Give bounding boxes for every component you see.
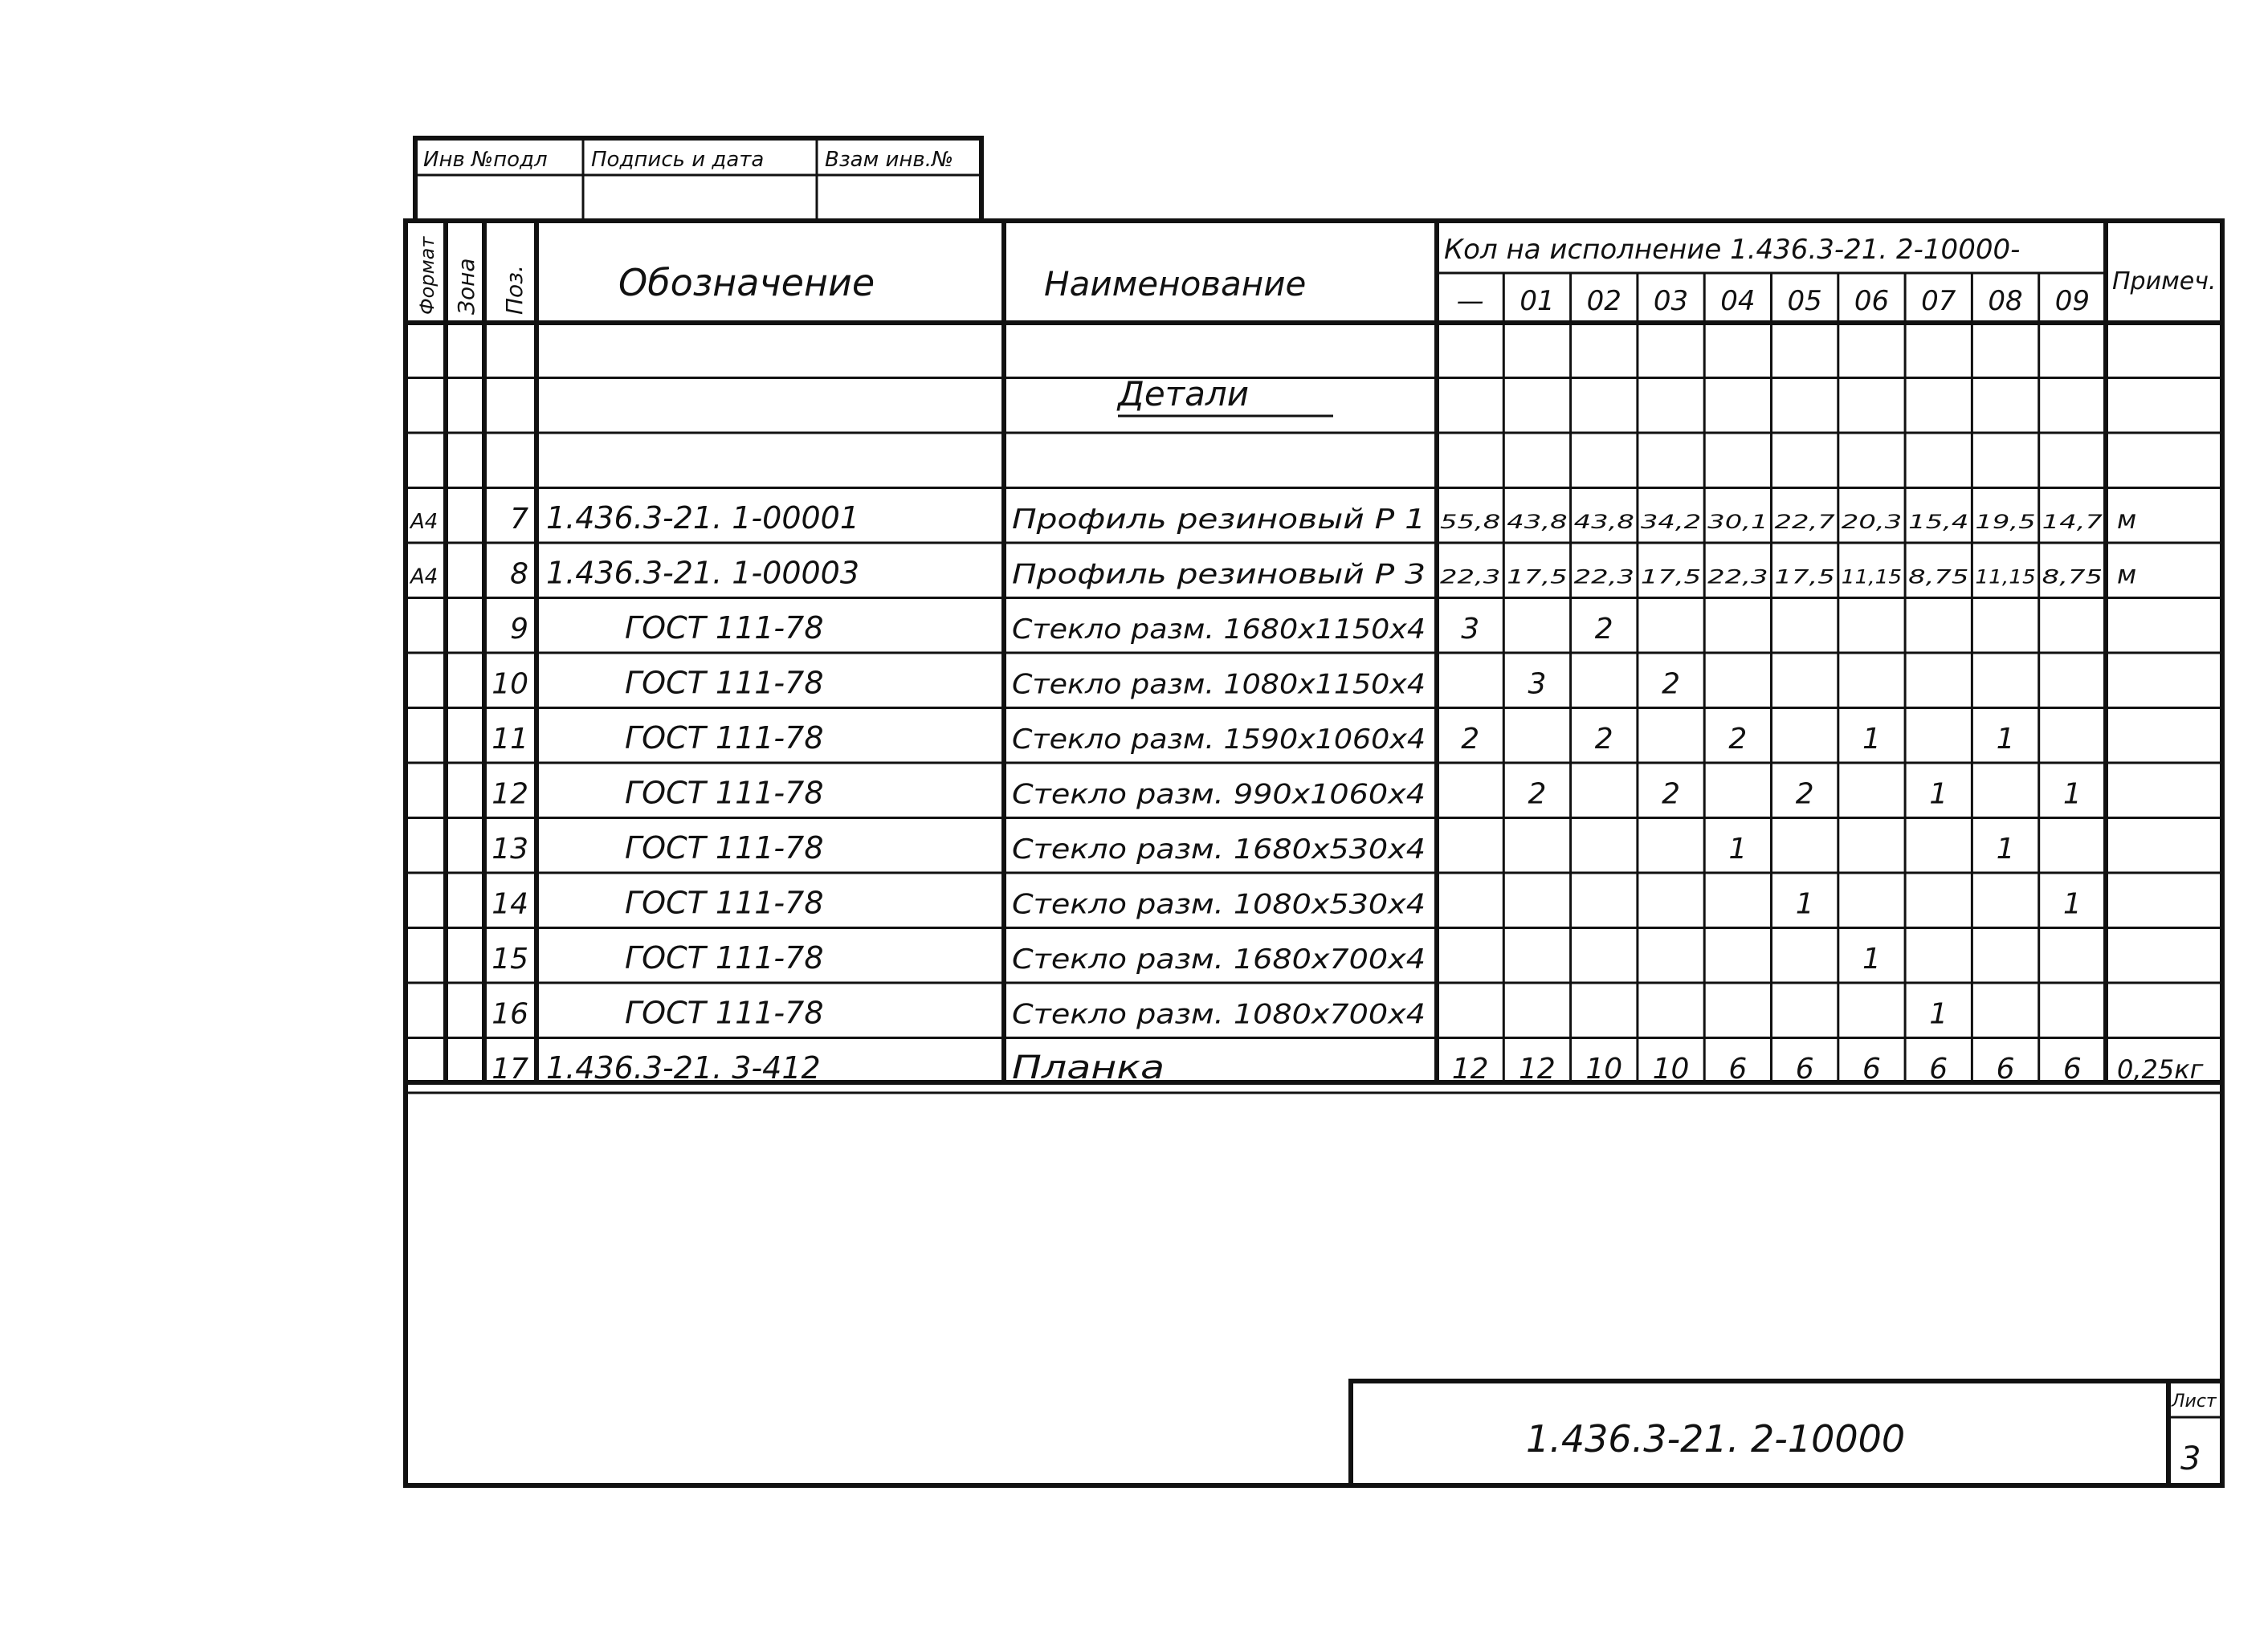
document-number: 1.436.3-21. 2-10000 bbox=[1526, 1417, 1906, 1461]
row-qty-09: 14,7 bbox=[2042, 511, 2104, 533]
row-qty-03: 2 bbox=[1662, 667, 1681, 701]
row-qty-09: 1 bbox=[2062, 777, 2082, 811]
variant-header-3: 03 bbox=[1653, 285, 1689, 317]
header-zone: Зона bbox=[453, 258, 479, 315]
row-qty-08: 1 bbox=[1996, 833, 2015, 866]
row-qty-04: 22,3 bbox=[1707, 565, 1768, 589]
row-pos: 16 bbox=[492, 997, 528, 1031]
row-designation: 1.436.3-21. 1-00003 bbox=[546, 555, 860, 591]
row-designation: ГОСТ 111-78 bbox=[625, 940, 824, 976]
row-qty-—: 22,3 bbox=[1440, 565, 1501, 589]
row-qty-02: 22,3 bbox=[1573, 565, 1634, 589]
row-name: Стекло разм. 1080х700х4 bbox=[1012, 998, 1426, 1031]
row-pos: 8 bbox=[510, 557, 528, 591]
table-row bbox=[409, 500, 2136, 536]
row-qty-09: 6 bbox=[2062, 1053, 2082, 1086]
row-qty-06: 20,3 bbox=[1841, 511, 1903, 533]
row-qty-04: 30,1 bbox=[1707, 511, 1768, 533]
sheet-label: Лист bbox=[2172, 1391, 2217, 1412]
row-qty-07: 8,75 bbox=[1908, 565, 1969, 589]
row-designation: ГОСТ 111-78 bbox=[625, 830, 824, 866]
table-row bbox=[492, 776, 2082, 811]
row-designation: ГОСТ 111-78 bbox=[625, 720, 824, 756]
variant-header-7: 07 bbox=[1921, 285, 1956, 317]
row-pos: 13 bbox=[492, 833, 528, 866]
row-qty-07: 1 bbox=[1929, 997, 1948, 1031]
row-qty-06: 6 bbox=[1862, 1053, 1881, 1086]
row-pos: 17 bbox=[492, 1053, 528, 1086]
sheet-number: 3 bbox=[2180, 1440, 2201, 1477]
row-qty-01: 2 bbox=[1528, 777, 1547, 811]
row-qty-01: 17,5 bbox=[1507, 565, 1568, 589]
row-designation: ГОСТ 111-78 bbox=[625, 995, 824, 1031]
table-row bbox=[492, 886, 2082, 921]
row-qty-01: 12 bbox=[1519, 1053, 1556, 1086]
row-note: м bbox=[2117, 504, 2137, 535]
row-qty-—: 55,8 bbox=[1440, 511, 1501, 533]
row-qty-09: 1 bbox=[2062, 887, 2082, 921]
row-format: А4 bbox=[410, 564, 439, 589]
row-format: А4 bbox=[410, 510, 439, 534]
vzam-inv-label: Взам инв.№ bbox=[825, 148, 953, 172]
row-pos: 12 bbox=[492, 777, 528, 811]
row-qty-05: 6 bbox=[1795, 1053, 1814, 1086]
table-row bbox=[492, 940, 1881, 976]
table-row bbox=[510, 610, 1613, 646]
row-designation: ГОСТ 111-78 bbox=[625, 665, 824, 701]
variant-header-2: 02 bbox=[1586, 285, 1621, 317]
header-qty-title: Кол на исполнение 1.436.3-21. 2-10000- bbox=[1444, 234, 2021, 266]
row-pos: 10 bbox=[492, 667, 528, 701]
row-qty-02: 2 bbox=[1594, 723, 1613, 756]
row-qty-02: 10 bbox=[1585, 1053, 1623, 1086]
variant-header-5: 05 bbox=[1787, 285, 1822, 317]
row-name: Стекло разм. 1080х1150х4 bbox=[1012, 668, 1426, 701]
variant-header-8: 08 bbox=[1988, 285, 2023, 317]
row-qty-03: 10 bbox=[1652, 1053, 1690, 1086]
title-block bbox=[1351, 1381, 2222, 1485]
row-designation: ГОСТ 111-78 bbox=[625, 775, 824, 811]
row-designation: 1.436.3-21. 1-00001 bbox=[546, 500, 860, 536]
row-qty-07: 15,4 bbox=[1908, 511, 1969, 533]
row-pos: 15 bbox=[492, 943, 528, 976]
variant-headers bbox=[1457, 285, 2090, 317]
table-body bbox=[409, 500, 2204, 1086]
row-qty-02: 43,8 bbox=[1573, 511, 1634, 533]
row-note: м bbox=[2117, 559, 2137, 590]
row-qty-08: 6 bbox=[1996, 1053, 2015, 1086]
row-qty-01: 3 bbox=[1528, 667, 1547, 701]
row-qty-—: 3 bbox=[1461, 613, 1480, 646]
row-qty-04: 6 bbox=[1728, 1053, 1748, 1086]
row-name: Планка bbox=[1012, 1049, 1165, 1086]
row-pos: 11 bbox=[492, 723, 528, 756]
row-qty-06: 11,15 bbox=[1841, 565, 1903, 589]
row-qty-05: 22,7 bbox=[1774, 511, 1836, 533]
header-name: Наименование bbox=[1044, 264, 1307, 304]
row-qty-08: 11,15 bbox=[1975, 565, 2036, 589]
variant-header-0: — bbox=[1456, 285, 1484, 317]
table-header bbox=[406, 234, 2222, 323]
variant-header-4: 04 bbox=[1720, 285, 1756, 317]
row-designation: ГОСТ 111-78 bbox=[625, 610, 824, 646]
header-designation: Обозначение bbox=[618, 261, 875, 304]
section-title bbox=[1116, 374, 1333, 416]
table-row bbox=[492, 720, 2014, 756]
row-name: Стекло разм. 1680х1150х4 bbox=[1012, 613, 1426, 646]
row-name: Стекло разм. 1680х530х4 bbox=[1012, 833, 1426, 866]
row-qty-05: 1 bbox=[1795, 887, 1814, 921]
table-row bbox=[492, 996, 1948, 1031]
variant-header-9: 09 bbox=[2054, 285, 2090, 317]
header-pos: Поз. bbox=[501, 265, 528, 315]
table-row bbox=[409, 556, 2136, 591]
row-qty-06: 1 bbox=[1862, 723, 1881, 756]
inv-no-label: Инв №подл bbox=[423, 148, 548, 172]
row-pos: 9 bbox=[510, 613, 528, 646]
row-designation: 1.436.3-21. 3-412 bbox=[546, 1050, 821, 1086]
variant-header-1: 01 bbox=[1519, 285, 1555, 317]
row-pos: 14 bbox=[492, 887, 528, 921]
row-qty-06: 1 bbox=[1862, 943, 1881, 976]
row-name: Профиль резиновый Р 1 bbox=[1012, 503, 1426, 536]
row-qty-01: 43,8 bbox=[1507, 511, 1568, 533]
row-qty-02: 2 bbox=[1594, 613, 1613, 646]
header-format: Формат bbox=[416, 236, 439, 315]
row-qty-—: 2 bbox=[1461, 723, 1480, 756]
header-notes: Примеч. bbox=[2112, 267, 2217, 295]
row-name: Стекло разм. 1080х530х4 bbox=[1012, 888, 1426, 921]
row-name: Профиль резиновый Р 3 bbox=[1012, 558, 1426, 591]
row-qty-03: 2 bbox=[1662, 777, 1681, 811]
row-qty-05: 2 bbox=[1795, 777, 1814, 811]
row-pos: 7 bbox=[510, 503, 528, 536]
row-qty-03: 17,5 bbox=[1640, 565, 1702, 589]
row-qty-08: 1 bbox=[1996, 723, 2015, 756]
row-name: Стекло разм. 990х1060х4 bbox=[1012, 778, 1426, 811]
row-designation: ГОСТ 111-78 bbox=[625, 885, 824, 921]
row-qty-03: 34,2 bbox=[1640, 511, 1702, 533]
row-name: Стекло разм. 1590х1060х4 bbox=[1012, 723, 1426, 756]
sign-date-label: Подпись и дата bbox=[591, 148, 765, 172]
row-qty-05: 17,5 bbox=[1774, 565, 1835, 589]
row-qty-04: 2 bbox=[1728, 723, 1748, 756]
row-qty-07: 1 bbox=[1929, 777, 1948, 811]
table-row bbox=[492, 666, 1680, 701]
row-qty-—: 12 bbox=[1451, 1053, 1489, 1086]
row-name: Стекло разм. 1680х700х4 bbox=[1012, 943, 1426, 976]
row-qty-08: 19,5 bbox=[1975, 511, 2036, 533]
row-qty-04: 1 bbox=[1728, 833, 1748, 866]
row-note: 0,25кг bbox=[2117, 1054, 2204, 1085]
section-title-text: Детали bbox=[1118, 374, 1249, 414]
row-qty-07: 6 bbox=[1929, 1053, 1948, 1086]
table-row bbox=[492, 830, 2014, 866]
inventory-stamp bbox=[415, 138, 981, 221]
variant-header-6: 06 bbox=[1854, 285, 1890, 317]
row-qty-09: 8,75 bbox=[2042, 565, 2103, 589]
